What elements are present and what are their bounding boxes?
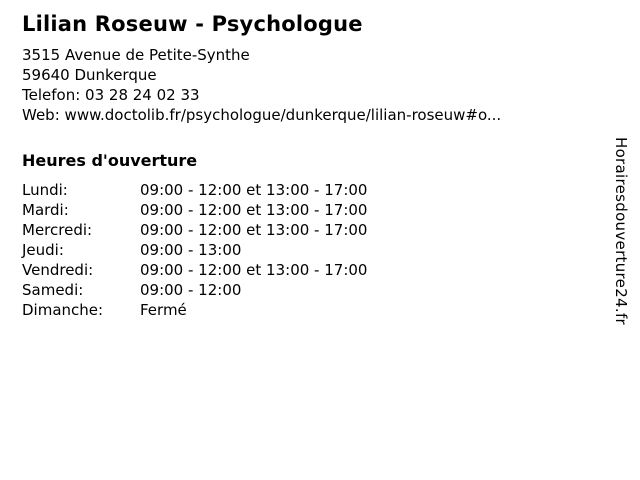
contact-block [22, 45, 600, 125]
site-watermark: Horairesdouverture24.fr [612, 137, 630, 325]
main-content [22, 0, 600, 320]
hours-table [22, 180, 600, 320]
web-label: Web: [22, 106, 60, 124]
hours-row-friday [22, 260, 600, 280]
day-label: Mardi: [22, 201, 69, 219]
day-times: 09:00 - 13:00 [140, 241, 242, 259]
phone-value: 03 28 24 02 33 [85, 86, 200, 104]
hours-row-thursday [22, 240, 600, 260]
hours-row-monday [22, 180, 600, 200]
day-times: 09:00 - 12:00 et 13:00 - 17:00 [140, 221, 368, 239]
day-times: 09:00 - 12:00 et 13:00 - 17:00 [140, 201, 368, 219]
hours-row-wednesday [22, 220, 600, 240]
phone-line [22, 85, 600, 105]
day-times: 09:00 - 12:00 et 13:00 - 17:00 [140, 181, 368, 199]
page-title: Lilian Roseuw - Psychologue [22, 12, 363, 36]
web-url-link[interactable]: www.doctolib.fr/psychologue/dunkerque/lilian-roseuw#o... [64, 106, 502, 124]
hours-section-title: Heures d'ouverture [22, 151, 198, 170]
day-label: Jeudi: [22, 241, 64, 259]
web-line [22, 105, 600, 125]
phone-label: Telefon: [22, 86, 81, 104]
day-label: Samedi: [22, 281, 84, 299]
day-times: 09:00 - 12:00 et 13:00 - 17:00 [140, 261, 368, 279]
hours-row-saturday [22, 280, 600, 300]
day-label: Dimanche: [22, 301, 104, 319]
day-times: 09:00 - 12:00 [140, 281, 242, 299]
day-label: Mercredi: [22, 221, 93, 239]
hours-row-tuesday [22, 200, 600, 220]
address-line-1: 3515 Avenue de Petite-Synthe [22, 46, 250, 64]
day-label: Vendredi: [22, 261, 94, 279]
day-times: Fermé [140, 301, 187, 319]
address-line-2: 59640 Dunkerque [22, 66, 157, 84]
day-label: Lundi: [22, 181, 68, 199]
hours-row-sunday [22, 300, 600, 320]
